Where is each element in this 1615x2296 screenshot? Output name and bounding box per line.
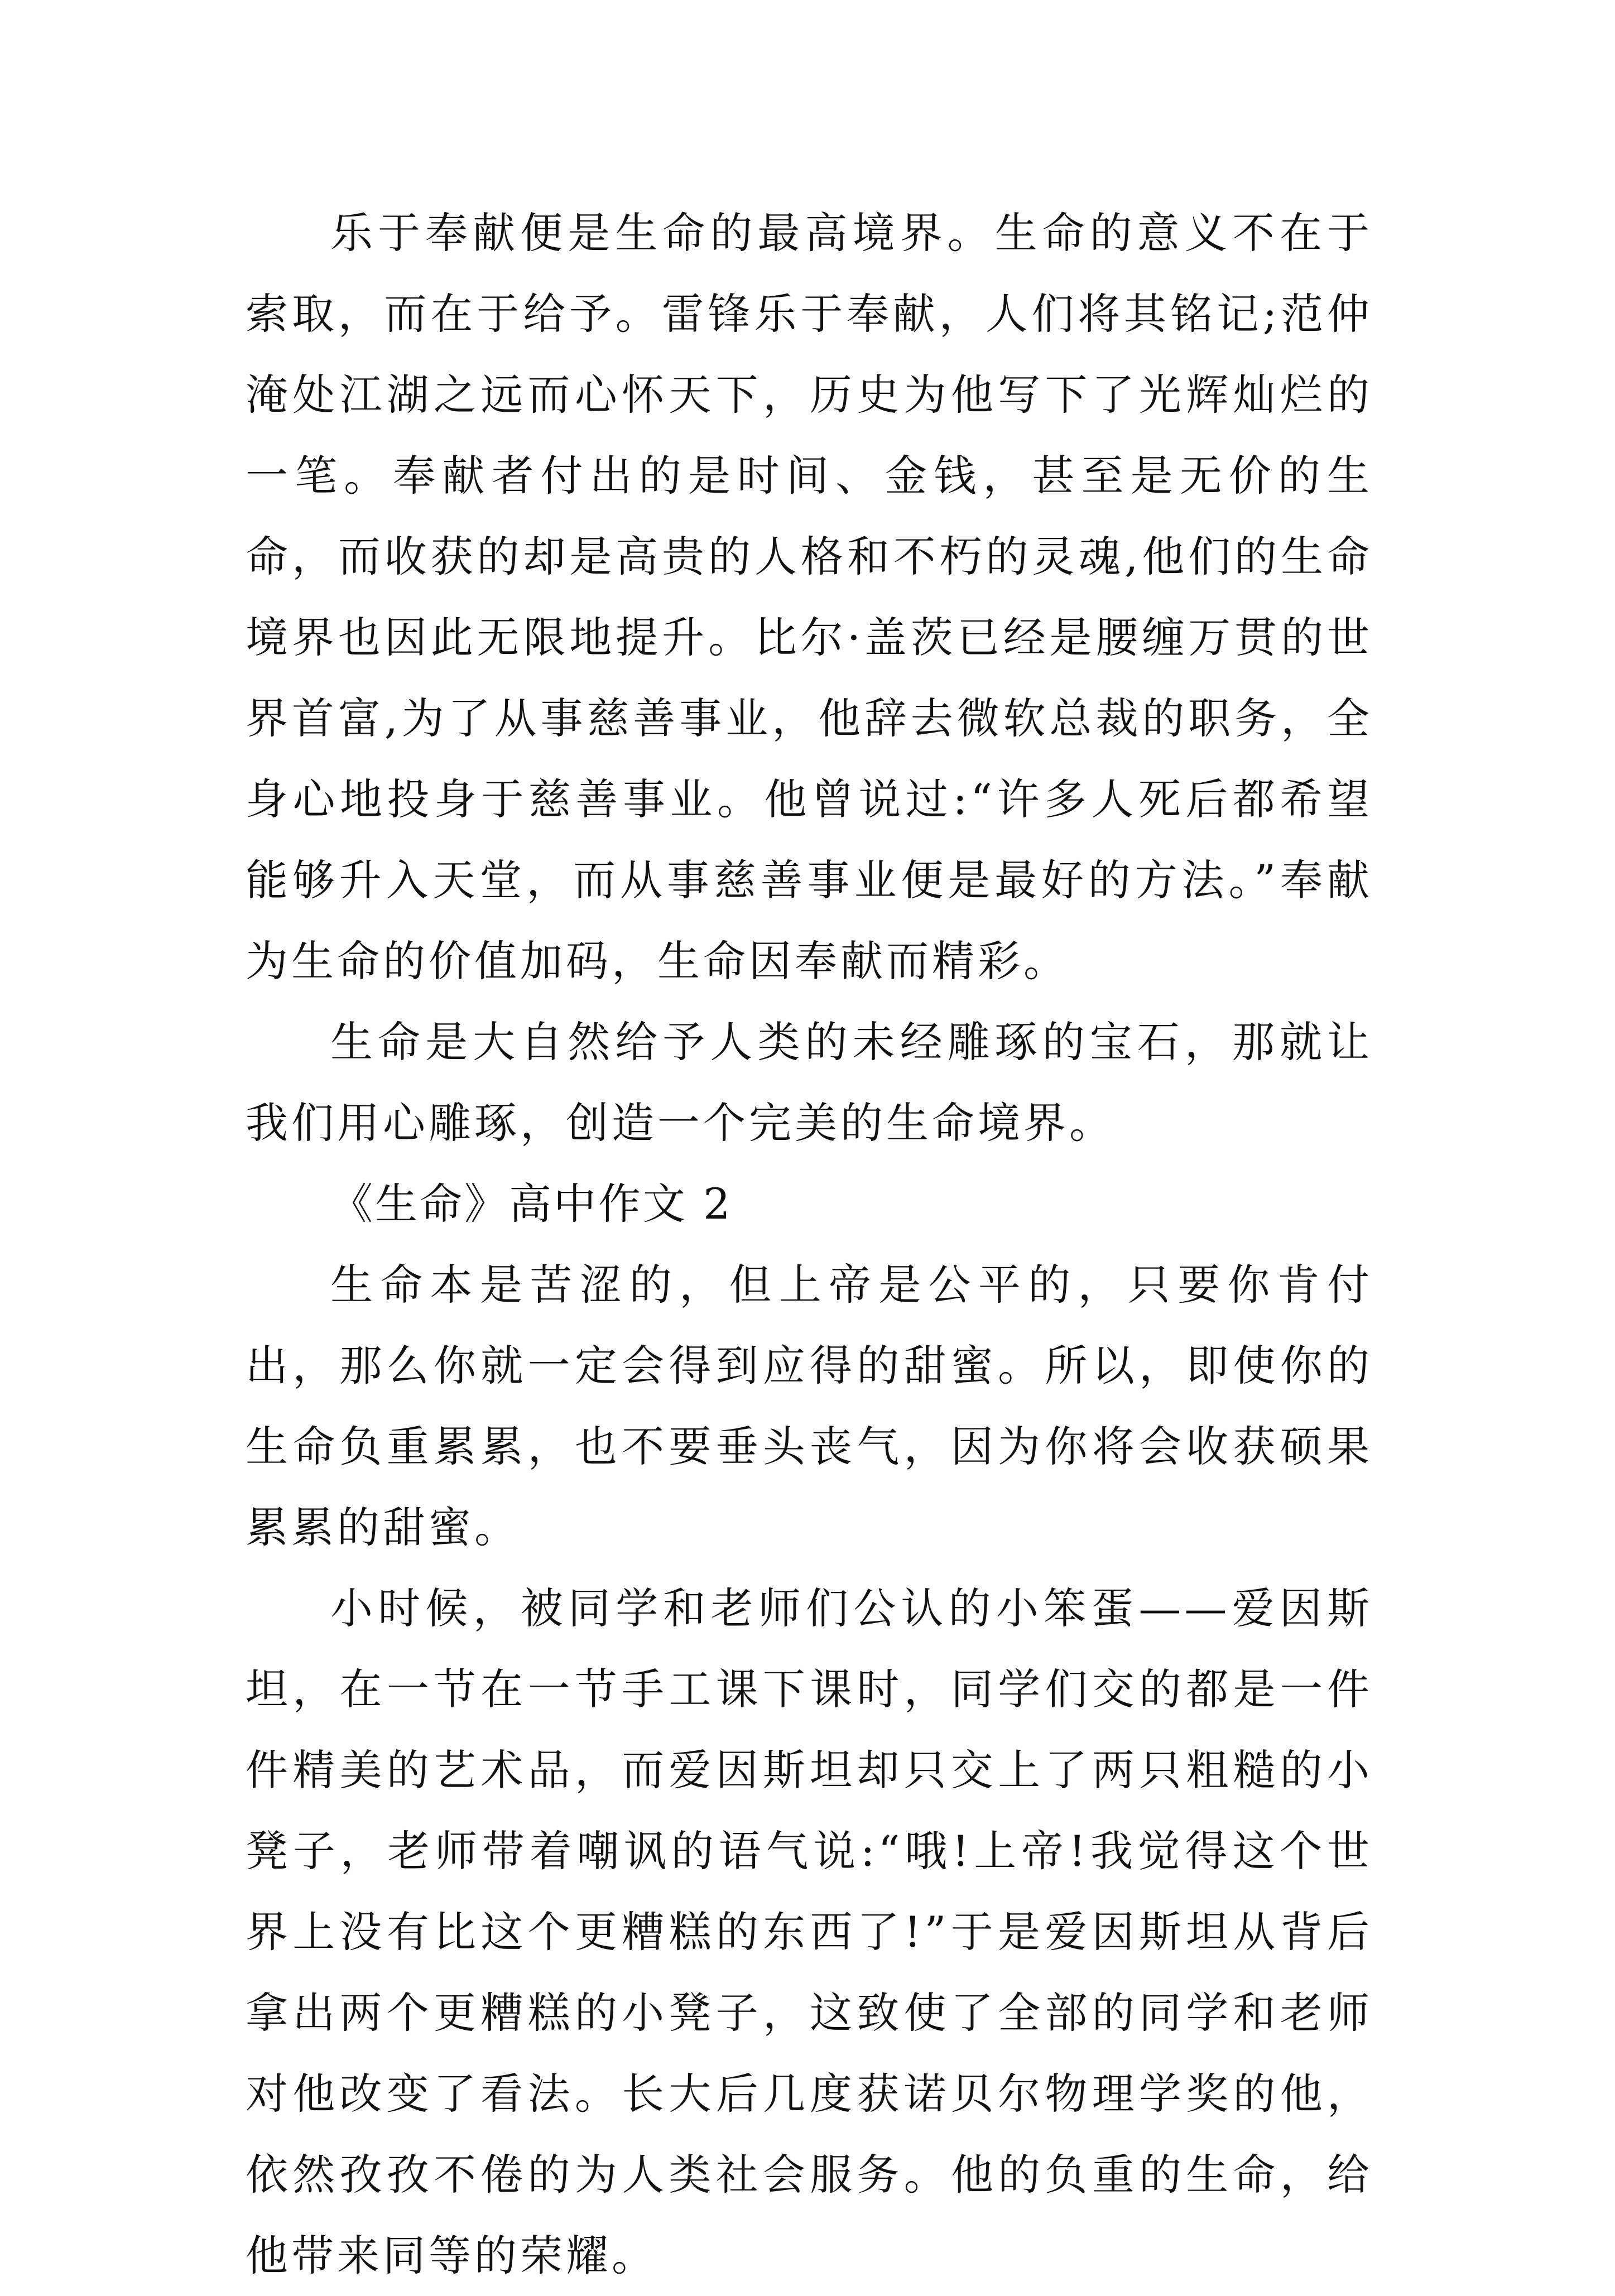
essay-heading: 《生命》高中作文 2 — [330, 1179, 733, 1229]
document-body — [246, 192, 1373, 2296]
paragraph-einstein: 小时候，被同学和老师们公认的小笨蛋——爱因斯坦，在一节在一节手工课下课时，同学们交的都是一件件精美的艺术品，而爱因斯坦却只交上了两只粗糙的小凳子，老师带着嘲讽的语气说:“哦!上帝!我觉得这个世界上没有比这个更糟糕的东西了!”于是爱因斯坦从背后拿出两个更糟糕的小凳子，这致使了全部的同学和老师对他改变了看法。长大后几度获诺贝尔物理学奖的他，依然孜孜不倦的为人类社会服务。他的负重的生命，给他带来同等的荣耀。 — [246, 1583, 1373, 2280]
paragraph-gemstone: 生命是大自然给予人类的未经雕琢的宝石，那就让我们用心雕琢，创造一个完美的生命境界。 — [246, 1017, 1373, 1148]
paragraph-bitter-life: 生命本是苦涩的，但上帝是公平的，只要你肯付出，那么你就一定会得到应得的甜蜜。所以，即使你的生命负重累累，也不要垂头丧气，因为你将会收获硕果累累的甜蜜。 — [246, 1260, 1373, 1552]
paragraph-devotion: 乐于奉献便是生命的最高境界。生命的意义不在于索取，而在于给予。雷锋乐于奉献，人们将其铭记;范仲淹处江湖之远而心怀天下，历史为他写下了光辉灿烂的一笔。奉献者付出的是时间、金钱，甚至是无价的生命，而收获的却是高贵的人格和不朽的灵魂,他们的生命境界也因此无限地提升。比尔·盖茨已经是腰缠万贯的世界首富,为了从事慈善事业，他辞去微软总裁的职务，全身心地投身于慈善事业。他曾说过:“许多人死后都希望能够升入天堂，而从事慈善事业便是最好的方法。”奉献为生命的价值加码，生命因奉献而精彩。 — [246, 208, 1373, 986]
